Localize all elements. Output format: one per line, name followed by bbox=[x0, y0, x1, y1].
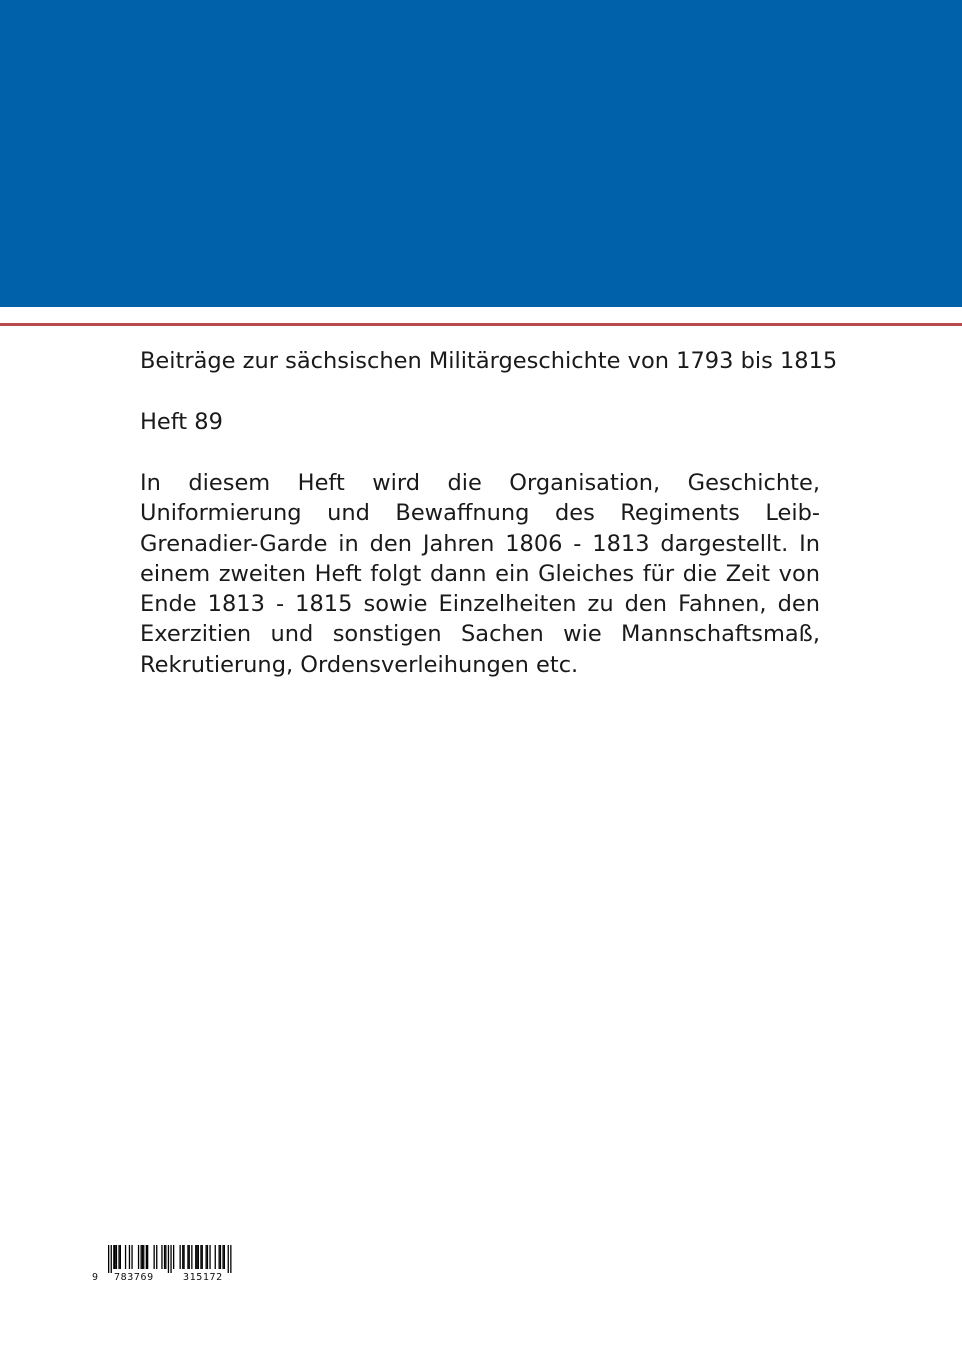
isbn-barcode bbox=[90, 1245, 240, 1285]
barcode-bar bbox=[131, 1245, 132, 1269]
barcode-digits bbox=[90, 1271, 240, 1285]
barcode-bar bbox=[165, 1245, 166, 1269]
barcode-bar bbox=[230, 1245, 231, 1273]
barcode-bar bbox=[183, 1245, 184, 1269]
barcode-bar bbox=[220, 1245, 221, 1269]
barcode-bar bbox=[125, 1245, 126, 1269]
cover-text-block bbox=[140, 346, 838, 680]
barcode-bar bbox=[191, 1245, 192, 1269]
barcode-bar bbox=[206, 1245, 207, 1269]
barcode-bar bbox=[138, 1245, 139, 1269]
barcode-bar bbox=[182, 1245, 183, 1269]
barcode-bar bbox=[219, 1245, 220, 1269]
barcode-bar bbox=[147, 1245, 148, 1269]
barcode-bar bbox=[143, 1245, 144, 1269]
barcode-bar bbox=[228, 1245, 229, 1273]
barcode-bar bbox=[195, 1245, 196, 1269]
barcode-bar bbox=[224, 1245, 225, 1269]
barcode-bar bbox=[156, 1245, 157, 1269]
barcode-bar bbox=[120, 1245, 121, 1269]
barcode-bar bbox=[161, 1245, 162, 1269]
barcode-bar bbox=[118, 1245, 119, 1269]
barcode-bar bbox=[196, 1245, 197, 1269]
barcode-bar bbox=[111, 1245, 112, 1273]
barcode-bar bbox=[141, 1245, 142, 1269]
barcode-bar bbox=[187, 1245, 188, 1269]
blue-header-band bbox=[0, 0, 962, 307]
barcode-bar bbox=[207, 1245, 208, 1269]
barcode-bar bbox=[180, 1245, 181, 1269]
barcode-bar bbox=[198, 1245, 199, 1269]
barcode-bar bbox=[164, 1245, 165, 1269]
barcode-bar bbox=[129, 1245, 130, 1269]
barcode-bar bbox=[222, 1245, 223, 1269]
barcode-bars bbox=[90, 1245, 240, 1273]
barcode-bar bbox=[168, 1245, 169, 1273]
barcode-left-group: 783769 bbox=[114, 1272, 154, 1283]
barcode-bar bbox=[115, 1245, 116, 1269]
barcode-bar bbox=[154, 1245, 155, 1269]
barcode-bar bbox=[113, 1245, 114, 1269]
barcode-bar bbox=[202, 1245, 203, 1269]
description-text: In diesem Heft wird die Organisation, Geschichte, Uniformierung und Bewaffnung des Regiments Leib-Grenadier-Garde in den Jahren 1806 - 1813 dargestellt. In einem zweiten Heft folgt dann ein Gleiches für die Zeit von Ende 1813 - 1815 sowie Einzelheiten zu den Fahnen, den Exerzitien und sonstigen Sachen wie Mannschaftsmaß, Rekrutierung, Ordensverleihungen etc. bbox=[140, 470, 820, 678]
barcode-bar bbox=[209, 1245, 210, 1269]
barcode-first-digit: 9 bbox=[92, 1272, 99, 1283]
barcode-bar bbox=[215, 1245, 216, 1269]
barcode-bar bbox=[142, 1245, 143, 1269]
series-title: Beiträge zur sächsischen Militärgeschichte von 1793 bis 1815 bbox=[140, 348, 838, 374]
barcode-bar bbox=[108, 1245, 109, 1273]
red-accent-line bbox=[0, 323, 962, 326]
barcode-bar bbox=[146, 1245, 147, 1269]
barcode-bar bbox=[200, 1245, 201, 1269]
barcode-right-group: 315172 bbox=[183, 1272, 223, 1283]
barcode-bar bbox=[116, 1245, 117, 1269]
barcode-bar bbox=[189, 1245, 190, 1269]
issue-number: Heft 89 bbox=[140, 409, 223, 435]
barcode-bar bbox=[173, 1245, 174, 1269]
barcode-bar bbox=[170, 1245, 171, 1273]
